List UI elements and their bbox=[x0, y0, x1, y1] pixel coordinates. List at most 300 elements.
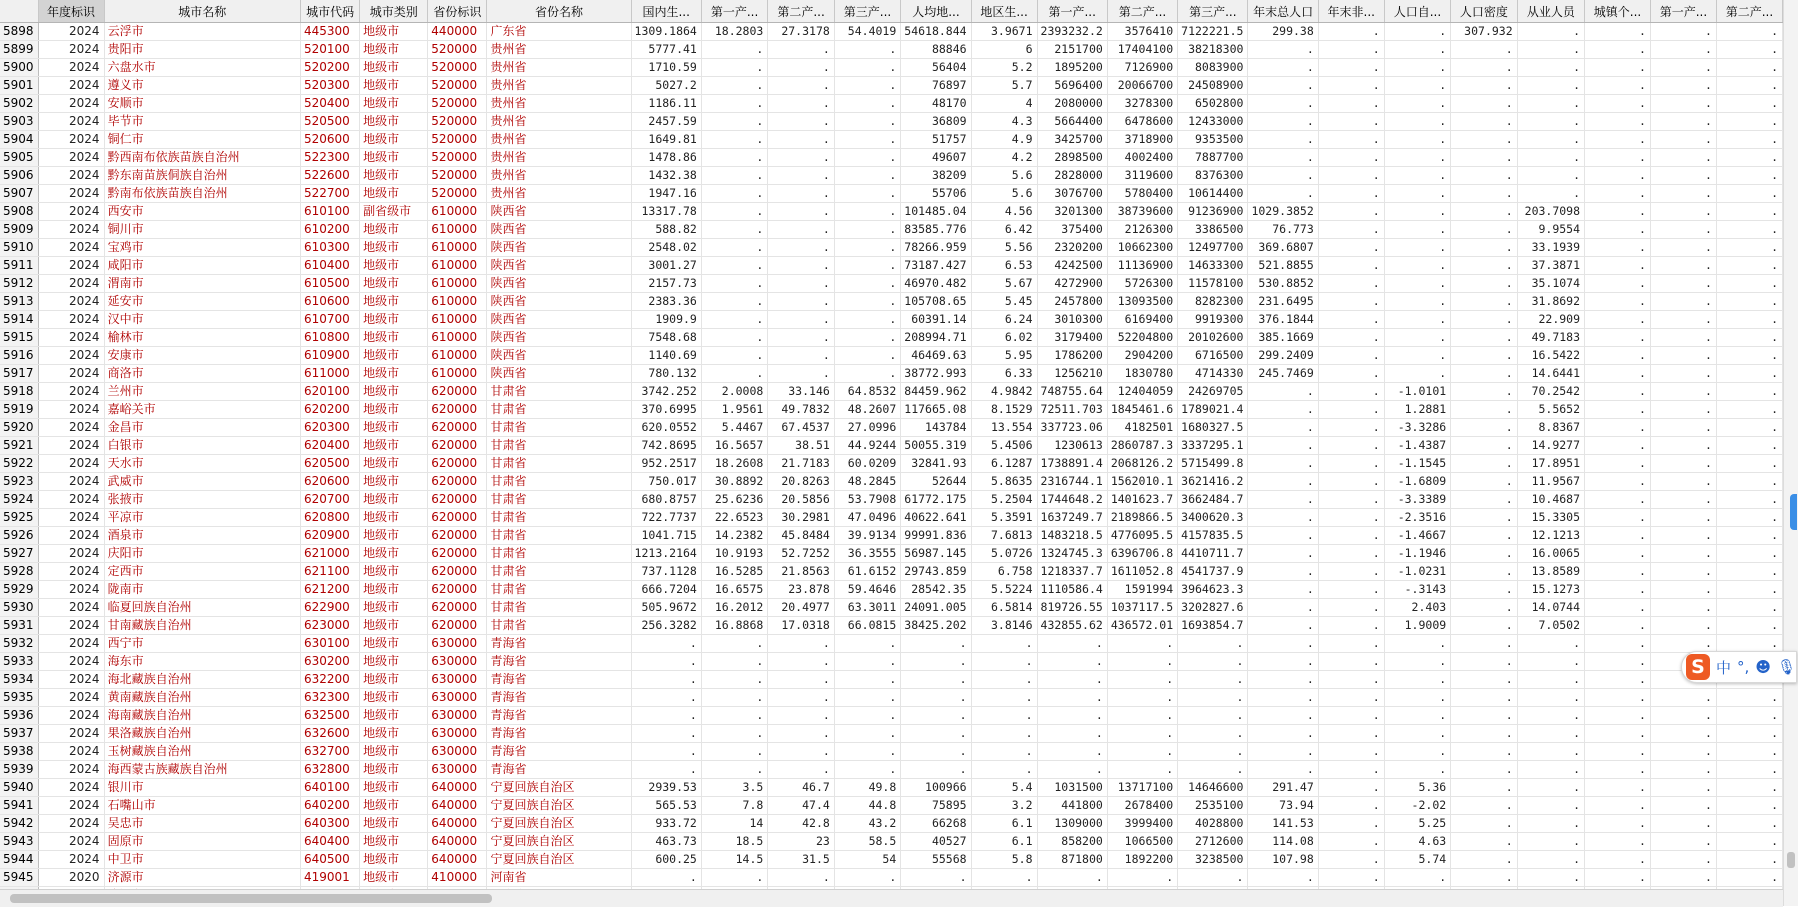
cell-number[interactable]: . bbox=[768, 365, 834, 383]
cell-year[interactable]: 2024 bbox=[38, 509, 104, 527]
cell-number[interactable]: . bbox=[768, 671, 834, 689]
cell-number[interactable]: . bbox=[834, 653, 900, 671]
cell-text[interactable]: 甘肃省 bbox=[487, 491, 631, 509]
cell-number[interactable]: 38739600 bbox=[1107, 203, 1177, 221]
cell-text[interactable]: 嘉峪关市 bbox=[104, 401, 300, 419]
cell-text[interactable]: 520000 bbox=[428, 113, 487, 131]
cell-number[interactable]: 1041.715 bbox=[631, 527, 701, 545]
cell-number[interactable]: 1738891.4 bbox=[1037, 455, 1107, 473]
cell-number[interactable]: . bbox=[1650, 95, 1716, 113]
cell-number[interactable]: . bbox=[1716, 131, 1782, 149]
cell-number[interactable]: . bbox=[701, 131, 767, 149]
table-row[interactable] bbox=[0, 743, 1783, 761]
cell-text[interactable]: 640000 bbox=[428, 797, 487, 815]
cell-number[interactable]: . bbox=[1248, 509, 1318, 527]
cell-number[interactable]: . bbox=[768, 185, 834, 203]
cell-number[interactable]: -1.4387 bbox=[1384, 437, 1450, 455]
cell-number[interactable]: 463.73 bbox=[631, 833, 701, 851]
cell-number[interactable]: 20102600 bbox=[1178, 329, 1248, 347]
cell-text[interactable]: 白银市 bbox=[104, 437, 300, 455]
row-number[interactable]: 5927 bbox=[0, 545, 38, 563]
cell-text[interactable]: 地级市 bbox=[360, 437, 428, 455]
cell-number[interactable]: 46970.482 bbox=[901, 275, 971, 293]
cell-number[interactable]: 8.8367 bbox=[1517, 419, 1584, 437]
table-row[interactable] bbox=[0, 365, 1783, 383]
cell-number[interactable]: . bbox=[1318, 509, 1384, 527]
cell-number[interactable]: . bbox=[1248, 185, 1318, 203]
cell-text[interactable]: 410000 bbox=[428, 869, 487, 887]
cell-text[interactable]: 地级市 bbox=[360, 293, 428, 311]
cell-number[interactable]: . bbox=[834, 257, 900, 275]
cell-number[interactable]: 11136900 bbox=[1107, 257, 1177, 275]
cell-text[interactable]: 622900 bbox=[300, 599, 359, 617]
cell-text[interactable]: 银川市 bbox=[104, 779, 300, 797]
cell-text[interactable]: 宁夏回族自治区 bbox=[487, 815, 631, 833]
cell-number[interactable]: -1.4667 bbox=[1384, 527, 1450, 545]
cell-number[interactable]: . bbox=[1248, 149, 1318, 167]
cell-year[interactable]: 2024 bbox=[38, 707, 104, 725]
row-number[interactable]: 5920 bbox=[0, 419, 38, 437]
cell-number[interactable]: 37.3871 bbox=[1517, 257, 1584, 275]
cell-number[interactable]: 6502800 bbox=[1178, 95, 1248, 113]
cell-number[interactable]: . bbox=[1318, 725, 1384, 743]
cell-number[interactable]: . bbox=[1318, 41, 1384, 59]
cell-number[interactable]: . bbox=[1451, 77, 1517, 95]
cell-number[interactable]: . bbox=[1716, 329, 1782, 347]
cell-number[interactable]: 70.2542 bbox=[1517, 383, 1584, 401]
cell-number[interactable]: . bbox=[1585, 689, 1651, 707]
cell-number[interactable]: . bbox=[1585, 437, 1651, 455]
cell-number[interactable]: -1.1545 bbox=[1384, 455, 1450, 473]
cell-number[interactable]: 1845461.6 bbox=[1107, 401, 1177, 419]
cell-number[interactable]: . bbox=[1650, 185, 1716, 203]
cell-number[interactable]: . bbox=[1318, 563, 1384, 581]
cell-number[interactable]: . bbox=[1384, 707, 1450, 725]
cell-number[interactable]: . bbox=[1451, 437, 1517, 455]
cell-text[interactable]: 640000 bbox=[428, 833, 487, 851]
cell-number[interactable]: . bbox=[768, 311, 834, 329]
cell-number[interactable]: . bbox=[1451, 527, 1517, 545]
cell-text[interactable]: 铜川市 bbox=[104, 221, 300, 239]
cell-number[interactable]: 1483218.5 bbox=[1037, 527, 1107, 545]
cell-number[interactable]: . bbox=[1517, 671, 1584, 689]
cell-number[interactable]: 5.8635 bbox=[971, 473, 1037, 491]
vertical-scroll-thumb[interactable] bbox=[1787, 852, 1795, 868]
cell-number[interactable]: . bbox=[901, 725, 971, 743]
cell-number[interactable]: . bbox=[834, 707, 900, 725]
cell-number[interactable]: . bbox=[1585, 635, 1651, 653]
cell-number[interactable]: . bbox=[701, 743, 767, 761]
cell-text[interactable]: 陕西省 bbox=[487, 275, 631, 293]
row-number[interactable]: 5933 bbox=[0, 653, 38, 671]
cell-number[interactable]: . bbox=[1384, 41, 1450, 59]
cell-number[interactable]: . bbox=[1585, 239, 1651, 257]
cell-number[interactable]: . bbox=[701, 725, 767, 743]
cell-number[interactable]: . bbox=[1716, 527, 1782, 545]
cell-number[interactable]: 9919300 bbox=[1178, 311, 1248, 329]
table-row[interactable] bbox=[0, 77, 1783, 95]
cell-number[interactable]: . bbox=[1650, 743, 1716, 761]
cell-number[interactable]: . bbox=[1178, 743, 1248, 761]
cell-number[interactable]: . bbox=[1451, 815, 1517, 833]
cell-text[interactable]: 522300 bbox=[300, 149, 359, 167]
cell-number[interactable]: 6.758 bbox=[971, 563, 1037, 581]
cell-text[interactable]: 商洛市 bbox=[104, 365, 300, 383]
cell-year[interactable]: 2024 bbox=[38, 833, 104, 851]
cell-number[interactable]: 4714330 bbox=[1178, 365, 1248, 383]
cell-number[interactable]: . bbox=[1650, 365, 1716, 383]
cell-number[interactable]: . bbox=[701, 275, 767, 293]
cell-year[interactable]: 2024 bbox=[38, 725, 104, 743]
cell-number[interactable]: . bbox=[1248, 473, 1318, 491]
cell-number[interactable]: . bbox=[1517, 167, 1584, 185]
cell-number[interactable]: 6716500 bbox=[1178, 347, 1248, 365]
table-row[interactable] bbox=[0, 203, 1783, 221]
cell-number[interactable]: . bbox=[1318, 203, 1384, 221]
cell-number[interactable]: 4.3 bbox=[971, 113, 1037, 131]
cell-text[interactable]: 630000 bbox=[428, 761, 487, 779]
table-row[interactable] bbox=[0, 329, 1783, 347]
cell-number[interactable]: 3.9671 bbox=[971, 23, 1037, 41]
cell-text[interactable]: 云浮市 bbox=[104, 23, 300, 41]
cell-text[interactable]: 610000 bbox=[428, 257, 487, 275]
cell-number[interactable]: . bbox=[1716, 815, 1782, 833]
cell-number[interactable]: 6.02 bbox=[971, 329, 1037, 347]
cell-number[interactable]: 44.8 bbox=[834, 797, 900, 815]
cell-number[interactable]: . bbox=[1585, 473, 1651, 491]
cell-number[interactable]: . bbox=[768, 689, 834, 707]
cell-text[interactable]: 621200 bbox=[300, 581, 359, 599]
cell-number[interactable]: . bbox=[1716, 473, 1782, 491]
cell-number[interactable]: . bbox=[1517, 851, 1584, 869]
cell-text[interactable]: 甘肃省 bbox=[487, 545, 631, 563]
row-number[interactable]: 5903 bbox=[0, 113, 38, 131]
cell-number[interactable]: . bbox=[1650, 473, 1716, 491]
column-header[interactable]: 城市名称 bbox=[104, 0, 300, 23]
cell-number[interactable]: . bbox=[1517, 743, 1584, 761]
cell-number[interactable]: . bbox=[1384, 23, 1450, 41]
column-header[interactable]: 年末总人口 bbox=[1248, 0, 1318, 23]
column-header[interactable]: 第二产... bbox=[1107, 0, 1177, 23]
table-row[interactable] bbox=[0, 401, 1783, 419]
side-panel-tab[interactable] bbox=[1790, 494, 1797, 530]
row-number[interactable]: 5919 bbox=[0, 401, 38, 419]
cell-number[interactable]: 4.9842 bbox=[971, 383, 1037, 401]
cell-number[interactable]: . bbox=[1178, 689, 1248, 707]
cell-text[interactable]: 青海省 bbox=[487, 743, 631, 761]
cell-number[interactable]: . bbox=[1384, 689, 1450, 707]
cell-number[interactable]: . bbox=[1248, 437, 1318, 455]
cell-number[interactable]: 1478.86 bbox=[631, 149, 701, 167]
cell-text[interactable]: 640000 bbox=[428, 779, 487, 797]
cell-number[interactable]: . bbox=[1585, 509, 1651, 527]
cell-number[interactable]: . bbox=[1037, 671, 1107, 689]
cell-number[interactable]: 6478600 bbox=[1107, 113, 1177, 131]
cell-text[interactable]: 620700 bbox=[300, 491, 359, 509]
cell-number[interactable]: . bbox=[1451, 833, 1517, 851]
cell-number[interactable]: 5777.41 bbox=[631, 41, 701, 59]
cell-text[interactable]: 石嘴山市 bbox=[104, 797, 300, 815]
cell-number[interactable]: . bbox=[1384, 257, 1450, 275]
cell-number[interactable]: . bbox=[971, 635, 1037, 653]
cell-number[interactable]: 6.33 bbox=[971, 365, 1037, 383]
cell-number[interactable]: 56404 bbox=[901, 59, 971, 77]
cell-number[interactable]: 91236900 bbox=[1178, 203, 1248, 221]
cell-number[interactable]: . bbox=[1517, 59, 1584, 77]
cell-year[interactable]: 2024 bbox=[38, 743, 104, 761]
cell-number[interactable]: . bbox=[1037, 707, 1107, 725]
cell-number[interactable]: . bbox=[1517, 833, 1584, 851]
cell-number[interactable]: 8.1529 bbox=[971, 401, 1037, 419]
cell-number[interactable]: . bbox=[1318, 401, 1384, 419]
cell-text[interactable]: 武威市 bbox=[104, 473, 300, 491]
table-row[interactable] bbox=[0, 419, 1783, 437]
cell-year[interactable]: 2024 bbox=[38, 437, 104, 455]
cell-number[interactable]: . bbox=[1650, 293, 1716, 311]
cell-number[interactable]: . bbox=[1248, 653, 1318, 671]
cell-number[interactable]: . bbox=[701, 869, 767, 887]
cell-number[interactable]: 24508900 bbox=[1178, 77, 1248, 95]
cell-number[interactable]: 3001.27 bbox=[631, 257, 701, 275]
cell-number[interactable]: 2126300 bbox=[1107, 221, 1177, 239]
cell-year[interactable]: 2024 bbox=[38, 851, 104, 869]
cell-number[interactable]: 14.6441 bbox=[1517, 365, 1584, 383]
cell-number[interactable]: 3010300 bbox=[1037, 311, 1107, 329]
cell-number[interactable]: 38218300 bbox=[1178, 41, 1248, 59]
cell-number[interactable]: 47.0496 bbox=[834, 509, 900, 527]
cell-number[interactable]: 11.9567 bbox=[1517, 473, 1584, 491]
cell-number[interactable]: . bbox=[1716, 203, 1782, 221]
cell-number[interactable]: 66.0815 bbox=[834, 617, 900, 635]
cell-number[interactable]: . bbox=[768, 95, 834, 113]
cell-year[interactable]: 2024 bbox=[38, 275, 104, 293]
cell-year[interactable]: 2024 bbox=[38, 779, 104, 797]
cell-number[interactable]: 23 bbox=[768, 833, 834, 851]
cell-number[interactable]: 36.3555 bbox=[834, 545, 900, 563]
cell-number[interactable]: 52204800 bbox=[1107, 329, 1177, 347]
row-number[interactable]: 5924 bbox=[0, 491, 38, 509]
cell-number[interactable]: . bbox=[1318, 311, 1384, 329]
cell-number[interactable]: 44.9244 bbox=[834, 437, 900, 455]
row-number[interactable]: 5926 bbox=[0, 527, 38, 545]
cell-text[interactable]: 平凉市 bbox=[104, 509, 300, 527]
cell-text[interactable]: 445300 bbox=[300, 23, 359, 41]
cell-number[interactable]: . bbox=[701, 347, 767, 365]
cell-number[interactable]: 1680327.5 bbox=[1178, 419, 1248, 437]
cell-text[interactable]: 620600 bbox=[300, 473, 359, 491]
cell-text[interactable]: 620000 bbox=[428, 563, 487, 581]
cell-text[interactable]: 地级市 bbox=[360, 275, 428, 293]
table-row[interactable] bbox=[0, 455, 1783, 473]
cell-number[interactable]: 54618.844 bbox=[901, 23, 971, 41]
cell-year[interactable]: 2024 bbox=[38, 257, 104, 275]
cell-number[interactable]: . bbox=[1451, 59, 1517, 77]
cell-number[interactable]: . bbox=[1451, 635, 1517, 653]
cell-number[interactable]: 59.4646 bbox=[834, 581, 900, 599]
cell-text[interactable]: 安康市 bbox=[104, 347, 300, 365]
cell-number[interactable]: . bbox=[1716, 275, 1782, 293]
cell-number[interactable]: 99991.836 bbox=[901, 527, 971, 545]
row-number[interactable]: 5907 bbox=[0, 185, 38, 203]
vertical-scrollbar[interactable] bbox=[1783, 0, 1798, 906]
cell-number[interactable]: . bbox=[1716, 437, 1782, 455]
cell-number[interactable]: . bbox=[1650, 329, 1716, 347]
cell-number[interactable]: . bbox=[1037, 869, 1107, 887]
cell-number[interactable]: -3.3286 bbox=[1384, 419, 1450, 437]
cell-number[interactable]: . bbox=[1585, 725, 1651, 743]
cell-number[interactable]: . bbox=[1716, 383, 1782, 401]
cell-number[interactable]: . bbox=[1178, 725, 1248, 743]
cell-number[interactable]: . bbox=[1178, 671, 1248, 689]
cell-text[interactable]: 宁夏回族自治区 bbox=[487, 833, 631, 851]
table-row[interactable] bbox=[0, 41, 1783, 59]
cell-year[interactable]: 2024 bbox=[38, 383, 104, 401]
cell-number[interactable]: 10662300 bbox=[1107, 239, 1177, 257]
cell-number[interactable]: 43.2 bbox=[834, 815, 900, 833]
cell-number[interactable]: . bbox=[834, 59, 900, 77]
cell-text[interactable]: 贵州省 bbox=[487, 113, 631, 131]
cell-text[interactable]: 地级市 bbox=[360, 599, 428, 617]
cell-number[interactable]: . bbox=[1650, 41, 1716, 59]
cell-number[interactable]: 5.0726 bbox=[971, 545, 1037, 563]
cell-number[interactable]: 600.25 bbox=[631, 851, 701, 869]
cell-number[interactable]: 1029.3852 bbox=[1248, 203, 1318, 221]
cell-number[interactable]: . bbox=[1451, 239, 1517, 257]
cell-number[interactable]: . bbox=[1318, 689, 1384, 707]
cell-number[interactable]: . bbox=[1716, 419, 1782, 437]
cell-number[interactable]: . bbox=[901, 743, 971, 761]
cell-number[interactable]: . bbox=[1318, 95, 1384, 113]
table-row[interactable] bbox=[0, 581, 1783, 599]
cell-number[interactable]: . bbox=[768, 707, 834, 725]
cell-number[interactable]: . bbox=[1517, 185, 1584, 203]
cell-number[interactable]: . bbox=[1248, 707, 1318, 725]
cell-number[interactable]: . bbox=[1318, 797, 1384, 815]
cell-number[interactable]: . bbox=[1650, 77, 1716, 95]
cell-text[interactable]: 640400 bbox=[300, 833, 359, 851]
cell-number[interactable]: 748755.64 bbox=[1037, 383, 1107, 401]
cell-number[interactable]: . bbox=[1650, 203, 1716, 221]
cell-number[interactable]: . bbox=[1585, 293, 1651, 311]
cell-text[interactable]: 520000 bbox=[428, 149, 487, 167]
table-row[interactable] bbox=[0, 779, 1783, 797]
cell-number[interactable]: . bbox=[1585, 563, 1651, 581]
cell-number[interactable]: 952.2517 bbox=[631, 455, 701, 473]
cell-number[interactable]: 1693854.7 bbox=[1178, 617, 1248, 635]
cell-text[interactable]: 陇南市 bbox=[104, 581, 300, 599]
cell-number[interactable]: . bbox=[1585, 149, 1651, 167]
cell-number[interactable]: . bbox=[1107, 869, 1177, 887]
table-row[interactable] bbox=[0, 437, 1783, 455]
cell-text[interactable]: 632500 bbox=[300, 707, 359, 725]
cell-number[interactable]: 16.6575 bbox=[701, 581, 767, 599]
cell-number[interactable]: 54.4019 bbox=[834, 23, 900, 41]
cell-number[interactable]: . bbox=[701, 293, 767, 311]
cell-number[interactable]: . bbox=[1451, 221, 1517, 239]
cell-number[interactable]: . bbox=[1650, 725, 1716, 743]
cell-text[interactable]: 520600 bbox=[300, 131, 359, 149]
cell-number[interactable]: 1037117.5 bbox=[1107, 599, 1177, 617]
cell-text[interactable]: 庆阳市 bbox=[104, 545, 300, 563]
cell-number[interactable]: . bbox=[834, 347, 900, 365]
cell-number[interactable]: . bbox=[631, 725, 701, 743]
cell-text[interactable]: 地级市 bbox=[360, 41, 428, 59]
cell-number[interactable]: 38425.202 bbox=[901, 617, 971, 635]
cell-text[interactable]: 甘肃省 bbox=[487, 581, 631, 599]
cell-number[interactable]: 505.9672 bbox=[631, 599, 701, 617]
cell-number[interactable]: 3238500 bbox=[1178, 851, 1248, 869]
cell-number[interactable]: 1213.2164 bbox=[631, 545, 701, 563]
table-row[interactable] bbox=[0, 275, 1783, 293]
cell-number[interactable]: 21.8563 bbox=[768, 563, 834, 581]
cell-number[interactable]: . bbox=[1384, 77, 1450, 95]
cell-number[interactable]: 143784 bbox=[901, 419, 971, 437]
cell-number[interactable]: . bbox=[1716, 23, 1782, 41]
row-number[interactable]: 5921 bbox=[0, 437, 38, 455]
cell-text[interactable]: 地级市 bbox=[360, 581, 428, 599]
cell-number[interactable]: . bbox=[1585, 77, 1651, 95]
cell-number[interactable]: . bbox=[1318, 779, 1384, 797]
cell-number[interactable]: . bbox=[1585, 707, 1651, 725]
cell-number[interactable]: 3201300 bbox=[1037, 203, 1107, 221]
cell-year[interactable]: 2024 bbox=[38, 419, 104, 437]
cell-number[interactable]: . bbox=[1107, 635, 1177, 653]
cell-number[interactable]: 49.8 bbox=[834, 779, 900, 797]
cell-number[interactable]: . bbox=[1318, 851, 1384, 869]
cell-text[interactable]: 地级市 bbox=[360, 635, 428, 653]
cell-number[interactable]: . bbox=[1585, 671, 1651, 689]
cell-number[interactable]: . bbox=[1318, 149, 1384, 167]
cell-number[interactable]: . bbox=[1451, 185, 1517, 203]
cell-number[interactable]: . bbox=[1650, 563, 1716, 581]
cell-number[interactable]: 56987.145 bbox=[901, 545, 971, 563]
cell-text[interactable]: 六盘水市 bbox=[104, 59, 300, 77]
cell-number[interactable]: . bbox=[1451, 95, 1517, 113]
cell-number[interactable]: 5.45 bbox=[971, 293, 1037, 311]
cell-number[interactable]: . bbox=[701, 239, 767, 257]
cell-year[interactable]: 2024 bbox=[38, 41, 104, 59]
cell-text[interactable]: 630000 bbox=[428, 725, 487, 743]
cell-number[interactable]: 76.773 bbox=[1248, 221, 1318, 239]
cell-number[interactable]: 12.1213 bbox=[1517, 527, 1584, 545]
cell-text[interactable]: 640200 bbox=[300, 797, 359, 815]
cell-number[interactable]: 16.0065 bbox=[1517, 545, 1584, 563]
cell-number[interactable]: 5.74 bbox=[1384, 851, 1450, 869]
cell-text[interactable]: 630000 bbox=[428, 635, 487, 653]
cell-number[interactable]: . bbox=[1318, 257, 1384, 275]
cell-number[interactable]: . bbox=[1248, 599, 1318, 617]
cell-number[interactable]: 13717100 bbox=[1107, 779, 1177, 797]
cell-year[interactable]: 2024 bbox=[38, 131, 104, 149]
cell-number[interactable]: . bbox=[1384, 59, 1450, 77]
cell-number[interactable]: 742.8695 bbox=[631, 437, 701, 455]
cell-number[interactable]: . bbox=[1517, 41, 1584, 59]
cell-number[interactable]: . bbox=[1716, 221, 1782, 239]
cell-text[interactable]: 果洛藏族自治州 bbox=[104, 725, 300, 743]
cell-number[interactable]: 47.4 bbox=[768, 797, 834, 815]
cell-text[interactable]: 陕西省 bbox=[487, 257, 631, 275]
cell-number[interactable]: . bbox=[1716, 149, 1782, 167]
cell-number[interactable]: . bbox=[1650, 527, 1716, 545]
cell-number[interactable]: 16.5285 bbox=[701, 563, 767, 581]
cell-year[interactable]: 2024 bbox=[38, 149, 104, 167]
cell-number[interactable]: 1562010.1 bbox=[1107, 473, 1177, 491]
cell-number[interactable]: 1309000 bbox=[1037, 815, 1107, 833]
cell-number[interactable]: . bbox=[1248, 41, 1318, 59]
cell-text[interactable]: 地级市 bbox=[360, 743, 428, 761]
cell-number[interactable]: 1744648.2 bbox=[1037, 491, 1107, 509]
cell-text[interactable]: 630000 bbox=[428, 743, 487, 761]
